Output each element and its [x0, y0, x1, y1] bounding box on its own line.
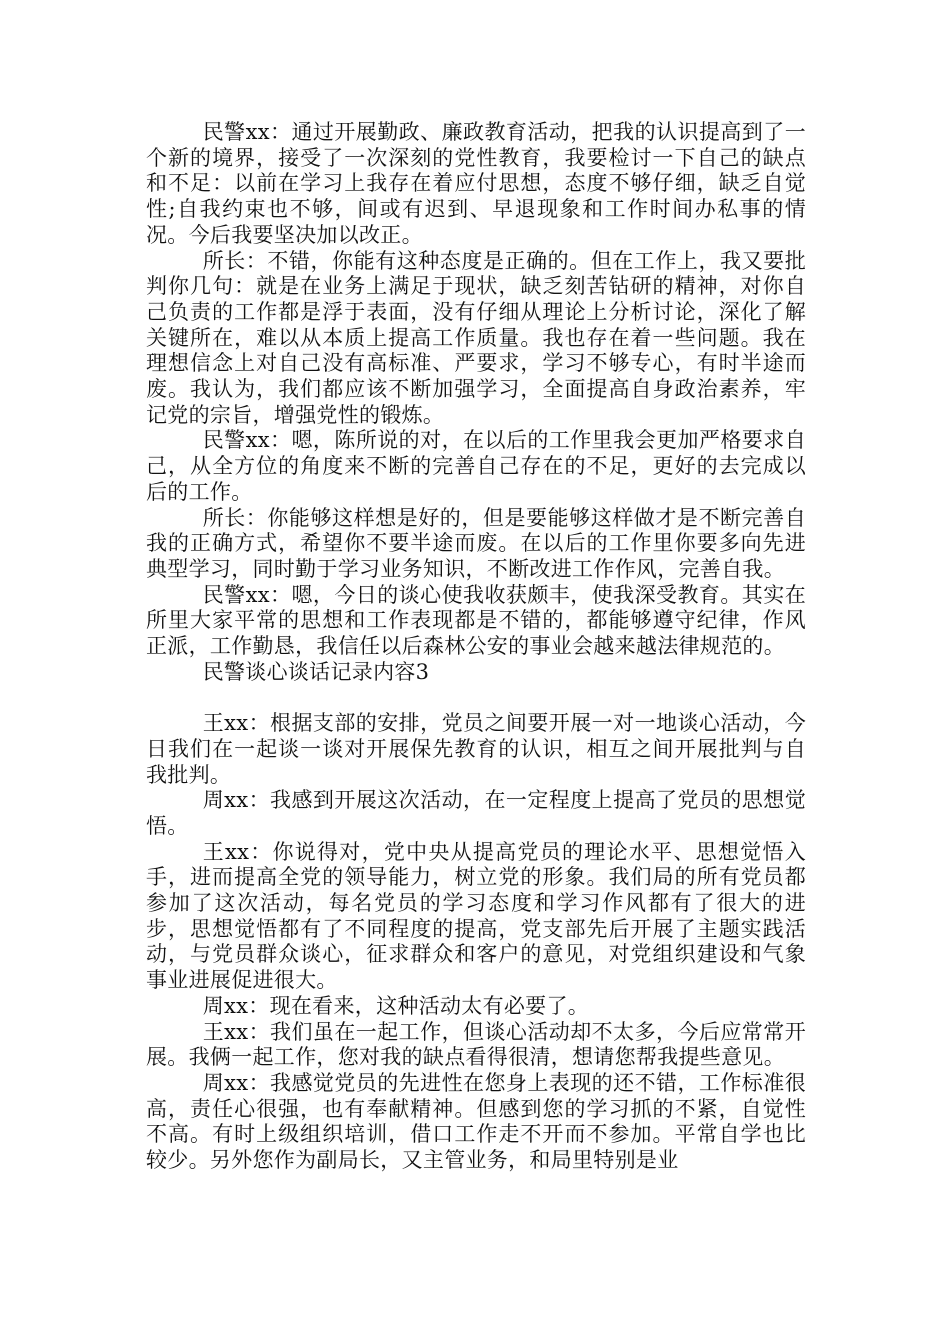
section-heading: 民警谈心谈话记录内容3: [202, 659, 430, 684]
paragraph: 民警xx：通过开展勤政、廉政教育活动，把我的认识提高到了一个新的境界，接受了一次深刻的党性教育，我要检讨一下自己的缺点和不足：以前在学习上我存在着应付思想，态度不够仔细，缺乏自觉性;自我约束也不够，间或有迟到、早退现象和工作时间办私事的情况。今后我要坚决加以改正。: [146, 120, 806, 247]
blank-line: [146, 685, 806, 711]
paragraph: 王xx：根据支部的安排，党员之间要开展一对一地谈心活动，今日我们在一起谈一谈对开展保先教育的认识，相互之间开展批判与自我批判。: [146, 711, 806, 787]
paragraph: 所长：不错，你能有这种态度是正确的。但在工作上，我又要批判你几句：就是在业务上满足于现状，缺乏刻苦钻研的精神，对你自己负责的工作都是浮于表面，没有仔细从理论上分析讨论，深化了解关键所在，难以从本质上提高工作质量。我也存在着一些问题。我在理想信念上对自己没有高标准、严要求，学习不够专心，有时半途而废。我认为，我们都应该不断加强学习，全面提高自身政治素养，牢记党的宗旨，增强党性的锻炼。: [146, 248, 806, 427]
paragraph: 所长：你能够这样想是好的，但是要能够这样做才是不断完善自我的正确方式，希望你不要半途而废。在以后的工作里你要多向先进典型学习，同时勤于学习业务知识，不断改进工作作风，完善自我。: [146, 505, 806, 581]
paragraph: 民警xx：嗯，今日的谈心使我收获颇丰，使我深受教育。其实在所里大家平常的思想和工作表现都是不错的，都能够遵守纪律，作风正派，工作勤恳，我信任以后森林公安的事业会越来越法律规范的。: [146, 582, 806, 659]
paragraph: 周xx：现在看来，这种活动太有必要了。: [202, 993, 590, 1018]
document-page: [146, 120, 806, 1174]
paragraph: 王xx：我们虽在一起工作，但谈心活动却不太多，今后应常常开展。我俩一起工作，您对我的缺点看得很清，想请您帮我提些意见。: [146, 1019, 806, 1070]
paragraph: 王xx：你说得对，党中央从提高党员的理论水平、思想觉悟入手，进而提高全党的领导能力，树立党的形象。我们局的所有党员都参加了这次活动，每名党员的学习态度和学习作风都有了很大的进步，思想觉悟都有了不同程度的提高，党支部先后开展了主题实践活动，与党员群众谈心，征求群众和客户的意见，对党组织建设和气象事业进展促进很大。: [146, 839, 806, 993]
paragraph: 周xx：我感觉党员的先进性在您身上表现的还不错，工作标准很高，责任心很强，也有奉献精神。但感到您的学习抓的不紧，自觉性不高。有时上级组织培训，借口工作走不开而不参加。平常自学也比较少。另外您作为副局长，又主管业务，和局里特别是业: [146, 1071, 806, 1173]
paragraph: 周xx：我感到开展这次活动，在一定程度上提高了党员的思想觉悟。: [146, 788, 806, 838]
paragraph: 民警xx：嗯，陈所说的对，在以后的工作里我会更加严格要求自己，从全方位的角度来不断的完善自己存在的不足，更好的去完成以后的工作。: [146, 428, 806, 504]
